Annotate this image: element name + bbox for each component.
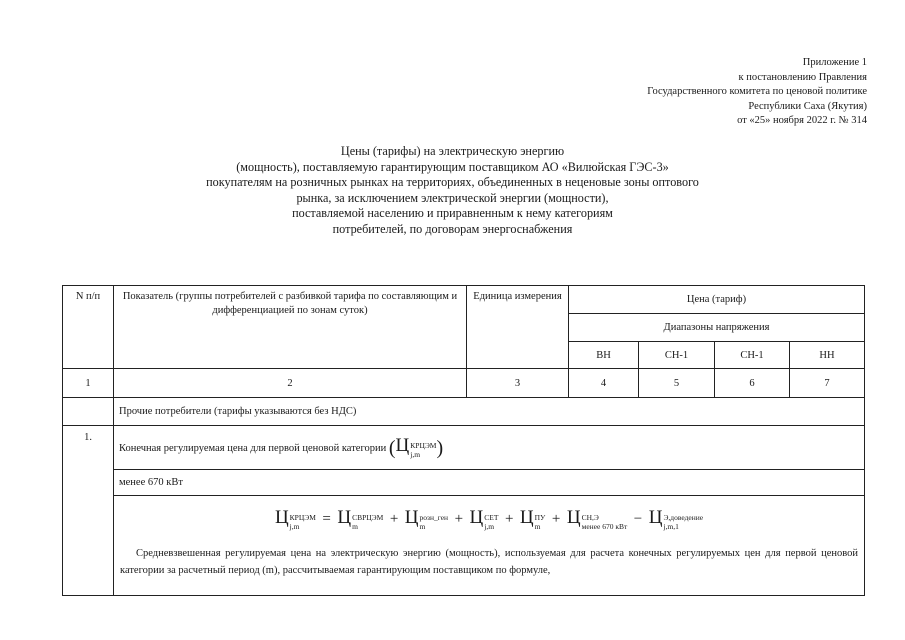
- column-number: 5: [639, 369, 715, 398]
- formula-sub: j,m: [484, 522, 495, 531]
- header-num: N п/п: [63, 286, 114, 369]
- section-title: Прочие потребители (тарифы указываются без НДС): [114, 398, 865, 426]
- column-number: 2: [114, 369, 467, 398]
- formula-symbol: Ц: [404, 507, 419, 528]
- formula-sub: m: [419, 522, 426, 531]
- formula-sub: m: [352, 522, 358, 531]
- formula-symbol: Ц: [337, 507, 352, 528]
- column-number: 3: [467, 369, 569, 398]
- header-voltage: НН: [790, 342, 865, 369]
- header-voltage-ranges: Диапазоны напряжения: [569, 314, 865, 342]
- formula-cell: [114, 496, 865, 596]
- minus-sign: −: [633, 511, 643, 527]
- title-line: (мощность), поставляемую гарантирующим поставщиком АО «Вилюйская ГЭС-3»: [236, 159, 669, 174]
- title-line: покупателям на розничных рынках на территориях, объединенных в неценовые зоны оптового: [206, 175, 699, 190]
- sub-row-capacity: менее 670 кВт: [114, 470, 865, 496]
- title-line: Цены (тарифы) на электрическую энергию: [340, 144, 565, 158]
- column-number: 1: [63, 369, 114, 398]
- plus-sign: +: [454, 511, 464, 527]
- symbol-subscript: j,m: [410, 450, 421, 459]
- column-number: 6: [715, 369, 790, 398]
- plus-sign: +: [389, 511, 399, 527]
- formula-symbol: Ц: [469, 507, 484, 528]
- header-price: Цена (тариф): [569, 286, 865, 314]
- title-line: рынка, за исключением электрической энергии (мощности),: [296, 190, 609, 205]
- formula-sup: Э,доведение: [663, 513, 704, 522]
- tariff-table: [62, 285, 865, 596]
- header-voltage: СН-1: [715, 342, 790, 369]
- header-voltage: ВН: [569, 342, 639, 369]
- annex-line: к постановлению Правления: [738, 71, 867, 83]
- header-indicator: Показатель (группы потребителей с разбивкой тарифа по составляющим и дифференциацией по зонам суток): [114, 286, 467, 369]
- equals-sign: =: [322, 511, 331, 527]
- title-line: поставляемой населению и приравненным к нему категориям: [292, 206, 613, 221]
- formula-sup: СН,Э: [581, 513, 599, 522]
- formula-symbol: Ц: [519, 507, 534, 528]
- row-number: 1.: [63, 426, 114, 596]
- formula-sub: менее 670 кВт: [581, 522, 628, 531]
- formula-sub: j,m,1: [663, 522, 679, 531]
- plus-sign: +: [551, 511, 561, 527]
- column-number: 7: [790, 369, 865, 398]
- annex-line: Приложение 1: [802, 57, 867, 68]
- formula-symbol: Ц: [566, 507, 581, 528]
- plus-sign: +: [504, 511, 514, 527]
- formula-sup: розн_ген: [419, 513, 449, 522]
- header-voltage: СН-1: [639, 342, 715, 369]
- symbol-superscript: КРЦЭМ: [410, 441, 437, 450]
- column-number: 4: [569, 369, 639, 398]
- formula-sub: m: [534, 522, 541, 531]
- section-num-cell: [63, 398, 114, 426]
- formula-sup: КРЦЭМ: [289, 513, 316, 522]
- annex-line: Государственного комитета по ценовой политике: [647, 86, 867, 97]
- close-paren: ): [436, 437, 444, 459]
- formula-symbol: Ц: [274, 507, 289, 528]
- title-line: потребителей, по договорам энергоснабжения: [332, 221, 573, 236]
- annex-line: от «25» ноября 2022 г. № 314: [737, 115, 867, 126]
- formula-description: Средневзвешенная регулируемая цена на электрическую энергию (мощность), используемая для расчета конечных регулируемых цен для первой ценовой категории за расчетный период (m), рассчитываемая гарантирующим поставщиком по формуле,: [120, 548, 859, 576]
- formula-symbol: Ц: [648, 507, 663, 528]
- open-paren: (: [388, 437, 396, 459]
- formula-sup: ПУ: [534, 513, 546, 522]
- row-title-text: Конечная регулируемая цена для первой ценовой категории: [119, 443, 387, 454]
- formula: [120, 502, 858, 534]
- document-title: [0, 144, 905, 238]
- annex-line: Республики Саха (Якутия): [748, 100, 867, 112]
- price-symbol: Ц: [395, 435, 410, 456]
- header-unit: Единица измерения: [467, 286, 569, 369]
- annex-block: [647, 56, 867, 129]
- formula-sub: j,m: [289, 522, 300, 531]
- row-title: [114, 426, 865, 470]
- formula-sup: СЕТ: [484, 513, 499, 522]
- formula-sup: СВРЦЭМ: [352, 513, 384, 522]
